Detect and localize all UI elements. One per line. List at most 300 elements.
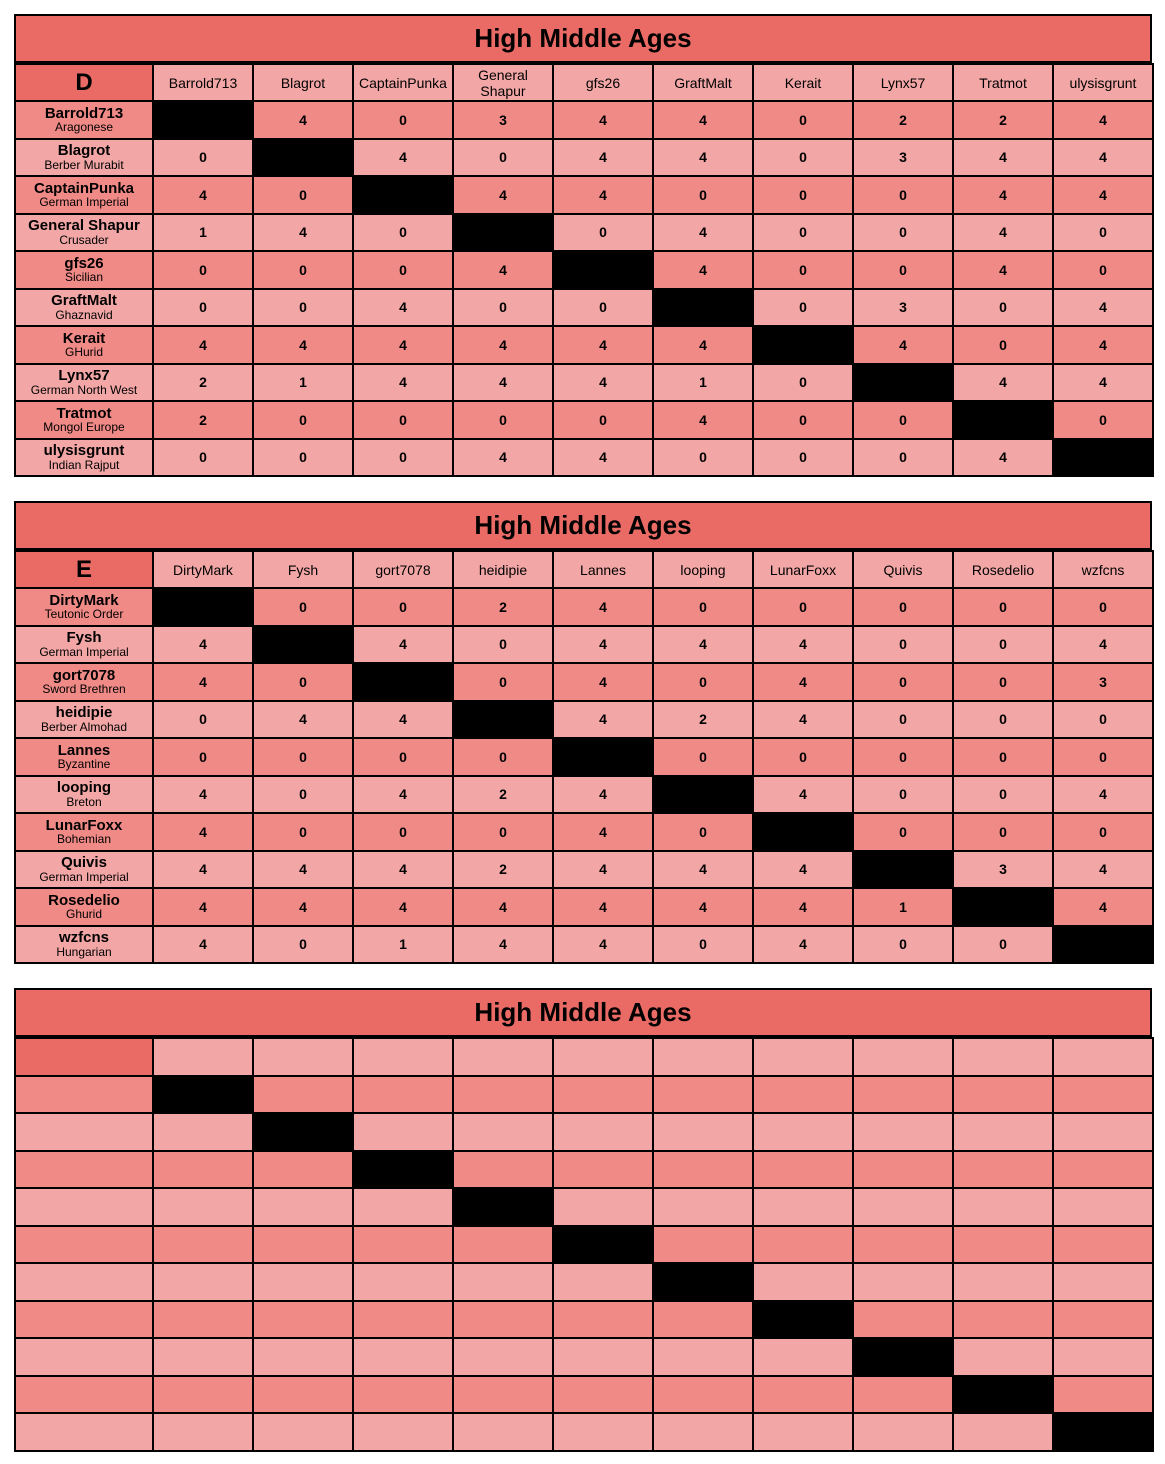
self-match-cell xyxy=(453,701,553,739)
score-cell: 4 xyxy=(653,139,753,177)
score-cell: 0 xyxy=(753,738,853,776)
score-cell: 4 xyxy=(353,851,453,889)
column-header xyxy=(453,1038,553,1076)
player-name: Tratmot xyxy=(56,404,112,422)
score-cell xyxy=(153,1413,253,1451)
player-name: gfs26 xyxy=(64,254,104,272)
score-cell: 4 xyxy=(1053,176,1153,214)
column-header: Lannes xyxy=(553,551,653,588)
player-cell xyxy=(15,101,153,139)
self-match-cell xyxy=(353,1151,453,1189)
score-cell xyxy=(153,1263,253,1301)
self-match-cell xyxy=(453,214,553,252)
results-grid xyxy=(14,1037,1154,1452)
score-cell: 4 xyxy=(953,439,1053,477)
score-cell: 0 xyxy=(253,289,353,327)
score-cell: 4 xyxy=(253,851,353,889)
score-cell: 0 xyxy=(853,439,953,477)
score-cell: 4 xyxy=(553,926,653,964)
score-cell: 0 xyxy=(853,251,953,289)
score-cell: 0 xyxy=(853,701,953,739)
score-cell: 4 xyxy=(153,663,253,701)
score-cell xyxy=(353,1301,453,1339)
score-cell xyxy=(853,1188,953,1226)
score-cell xyxy=(553,1376,653,1414)
score-cell xyxy=(1053,1338,1153,1376)
score-cell xyxy=(553,1113,653,1151)
player-cell xyxy=(15,813,153,851)
column-header: looping xyxy=(653,551,753,588)
column-header xyxy=(853,1038,953,1076)
score-cell: 2 xyxy=(653,701,753,739)
column-header xyxy=(153,1038,253,1076)
score-cell: 4 xyxy=(153,326,253,364)
score-cell: 0 xyxy=(753,289,853,327)
score-cell: 0 xyxy=(753,214,853,252)
self-match-cell xyxy=(253,139,353,177)
group-label: E xyxy=(15,551,153,588)
score-cell: 0 xyxy=(153,701,253,739)
score-cell xyxy=(953,1338,1053,1376)
column-header: ulysisgrunt xyxy=(1053,64,1153,101)
player-cell xyxy=(15,401,153,439)
column-header: DirtyMark xyxy=(153,551,253,588)
score-cell: 4 xyxy=(1053,776,1153,814)
player-cell xyxy=(15,439,153,477)
score-cell: 0 xyxy=(853,401,953,439)
score-cell xyxy=(153,1376,253,1414)
score-cell xyxy=(853,1413,953,1451)
player-civ: German Imperial xyxy=(39,644,129,659)
column-header xyxy=(553,1038,653,1076)
self-match-cell xyxy=(453,1188,553,1226)
score-cell xyxy=(753,1226,853,1264)
self-match-cell xyxy=(1053,926,1153,964)
player-civ: Byzantine xyxy=(57,757,111,772)
score-cell: 0 xyxy=(953,701,1053,739)
score-cell: 4 xyxy=(953,176,1053,214)
score-cell: 0 xyxy=(653,176,753,214)
player-civ: Mongol Europe xyxy=(43,420,125,435)
score-cell xyxy=(653,1413,753,1451)
table-title: High Middle Ages xyxy=(14,14,1152,63)
score-cell: 4 xyxy=(553,101,653,139)
score-cell: 4 xyxy=(753,926,853,964)
score-cell: 4 xyxy=(653,851,753,889)
score-cell: 4 xyxy=(553,813,653,851)
score-cell: 4 xyxy=(353,888,453,926)
score-cell: 4 xyxy=(453,439,553,477)
player-name: wzfcns xyxy=(58,929,109,947)
table-row xyxy=(15,1338,1153,1376)
score-cell: 0 xyxy=(853,663,953,701)
score-cell xyxy=(153,1151,253,1189)
score-cell: 4 xyxy=(1053,289,1153,327)
score-cell: 1 xyxy=(653,364,753,402)
score-cell xyxy=(753,1151,853,1189)
score-cell: 0 xyxy=(853,626,953,664)
score-cell xyxy=(553,1188,653,1226)
player-cell xyxy=(15,364,153,402)
score-cell: 4 xyxy=(1053,101,1153,139)
score-cell: 0 xyxy=(753,139,853,177)
score-cell: 2 xyxy=(453,776,553,814)
score-cell: 0 xyxy=(953,926,1053,964)
score-cell: 4 xyxy=(753,776,853,814)
player-cell xyxy=(15,1413,153,1451)
player-name: CaptainPunka xyxy=(33,179,135,197)
self-match-cell xyxy=(553,1226,653,1264)
score-cell: 0 xyxy=(353,101,453,139)
score-cell: 4 xyxy=(553,851,653,889)
table-title: High Middle Ages xyxy=(14,988,1152,1037)
self-match-cell xyxy=(553,738,653,776)
score-cell: 0 xyxy=(253,401,353,439)
score-cell xyxy=(1053,1376,1153,1414)
player-civ: German Imperial xyxy=(39,869,129,884)
player-name: LunarFoxx xyxy=(45,816,123,834)
score-cell: 0 xyxy=(853,776,953,814)
table-row xyxy=(15,176,1153,214)
score-cell xyxy=(753,1076,853,1114)
score-cell xyxy=(653,1188,753,1226)
player-civ: Sicilian xyxy=(64,270,103,285)
table-row xyxy=(15,1113,1153,1151)
player-cell xyxy=(15,626,153,664)
score-cell: 2 xyxy=(153,364,253,402)
column-header: LunarFoxx xyxy=(753,551,853,588)
player-name: Fysh xyxy=(66,629,102,647)
column-header: Lynx57 xyxy=(853,64,953,101)
score-cell: 4 xyxy=(353,364,453,402)
column-header xyxy=(353,1038,453,1076)
score-cell: 4 xyxy=(253,888,353,926)
score-cell xyxy=(653,1338,753,1376)
player-civ: GHurid xyxy=(64,345,103,360)
column-header: gfs26 xyxy=(553,64,653,101)
score-cell: 0 xyxy=(453,738,553,776)
score-cell: 0 xyxy=(753,176,853,214)
column-header: Fysh xyxy=(253,551,353,588)
self-match-cell xyxy=(653,776,753,814)
score-cell xyxy=(953,1076,1053,1114)
player-civ: Sword Brethren xyxy=(42,682,126,697)
score-cell: 4 xyxy=(853,326,953,364)
score-cell: 4 xyxy=(753,626,853,664)
score-cell: 0 xyxy=(553,289,653,327)
score-cell xyxy=(653,1226,753,1264)
player-name: gort7078 xyxy=(52,666,116,684)
player-cell xyxy=(15,1076,153,1114)
score-cell xyxy=(253,1338,353,1376)
column-header xyxy=(653,1038,753,1076)
score-cell: 4 xyxy=(553,364,653,402)
score-cell: 4 xyxy=(253,101,353,139)
score-cell xyxy=(553,1076,653,1114)
score-cell xyxy=(453,1263,553,1301)
score-cell: 4 xyxy=(153,626,253,664)
score-cell: 4 xyxy=(453,888,553,926)
score-cell xyxy=(453,1151,553,1189)
player-cell xyxy=(15,776,153,814)
score-cell: 4 xyxy=(553,176,653,214)
score-cell xyxy=(553,1413,653,1451)
score-cell: 0 xyxy=(353,214,453,252)
player-cell xyxy=(15,326,153,364)
score-cell: 4 xyxy=(153,888,253,926)
score-cell: 0 xyxy=(553,214,653,252)
score-cell xyxy=(253,1076,353,1114)
player-cell xyxy=(15,1151,153,1189)
score-cell xyxy=(153,1113,253,1151)
score-cell: 0 xyxy=(153,289,253,327)
player-civ: Aragonese xyxy=(54,120,114,135)
player-cell xyxy=(15,738,153,776)
score-cell: 4 xyxy=(653,888,753,926)
score-cell: 0 xyxy=(1053,813,1153,851)
score-cell: 0 xyxy=(353,251,453,289)
score-cell: 3 xyxy=(1053,663,1153,701)
score-cell xyxy=(1053,1301,1153,1339)
self-match-cell xyxy=(153,588,253,626)
score-cell: 4 xyxy=(153,851,253,889)
player-cell xyxy=(15,888,153,926)
player-name: looping xyxy=(56,779,112,797)
score-cell: 0 xyxy=(253,926,353,964)
table-row xyxy=(15,1301,1153,1339)
score-cell: 0 xyxy=(253,776,353,814)
score-cell xyxy=(953,1263,1053,1301)
score-cell xyxy=(453,1376,553,1414)
column-header xyxy=(1053,1038,1153,1076)
score-cell: 4 xyxy=(953,364,1053,402)
score-cell xyxy=(153,1301,253,1339)
score-cell: 0 xyxy=(953,626,1053,664)
score-cell xyxy=(253,1226,353,1264)
score-cell: 4 xyxy=(653,401,753,439)
self-match-cell xyxy=(653,1263,753,1301)
player-civ: Teutonic Order xyxy=(44,607,124,622)
player-name: Kerait xyxy=(62,329,106,347)
score-cell: 4 xyxy=(753,663,853,701)
table-row xyxy=(15,1263,1153,1301)
score-cell: 0 xyxy=(453,401,553,439)
score-cell: 4 xyxy=(553,588,653,626)
score-cell: 4 xyxy=(253,701,353,739)
score-cell: 4 xyxy=(953,214,1053,252)
column-header: Blagrot xyxy=(253,64,353,101)
score-cell: 0 xyxy=(653,813,753,851)
score-cell xyxy=(1053,1226,1153,1264)
score-cell: 0 xyxy=(153,439,253,477)
player-name: Blagrot xyxy=(57,142,111,160)
player-cell xyxy=(15,926,153,964)
score-cell: 0 xyxy=(1053,588,1153,626)
score-cell xyxy=(353,1226,453,1264)
table-row xyxy=(15,326,1153,364)
score-cell: 4 xyxy=(953,139,1053,177)
self-match-cell xyxy=(953,401,1053,439)
score-cell: 0 xyxy=(853,926,953,964)
score-cell: 4 xyxy=(153,176,253,214)
column-header: Tratmot xyxy=(953,64,1053,101)
score-cell xyxy=(553,1263,653,1301)
player-cell xyxy=(15,701,153,739)
score-cell: 4 xyxy=(253,214,353,252)
player-cell xyxy=(15,139,153,177)
table-row xyxy=(15,251,1153,289)
table-row xyxy=(15,776,1153,814)
results-table-empty xyxy=(14,988,1152,1452)
score-cell: 4 xyxy=(253,326,353,364)
table-title: High Middle Ages xyxy=(14,501,1152,550)
score-cell xyxy=(253,1151,353,1189)
score-cell xyxy=(353,1076,453,1114)
player-cell xyxy=(15,851,153,889)
score-cell xyxy=(1053,1076,1153,1114)
score-cell: 4 xyxy=(1053,326,1153,364)
score-cell: 0 xyxy=(653,439,753,477)
score-cell: 4 xyxy=(153,926,253,964)
table-row xyxy=(15,851,1153,889)
score-cell xyxy=(353,1188,453,1226)
score-cell xyxy=(753,1376,853,1414)
table-row xyxy=(15,364,1153,402)
score-cell: 0 xyxy=(453,663,553,701)
score-cell xyxy=(953,1301,1053,1339)
score-cell xyxy=(453,1076,553,1114)
score-cell xyxy=(653,1376,753,1414)
column-header: Barrold713 xyxy=(153,64,253,101)
score-cell: 4 xyxy=(553,139,653,177)
score-cell: 0 xyxy=(953,289,1053,327)
score-cell xyxy=(453,1301,553,1339)
table-row xyxy=(15,663,1153,701)
self-match-cell xyxy=(253,1113,353,1151)
column-header: gort7078 xyxy=(353,551,453,588)
score-cell: 4 xyxy=(653,626,753,664)
score-cell xyxy=(753,1413,853,1451)
table-row xyxy=(15,101,1153,139)
score-cell xyxy=(553,1301,653,1339)
score-cell: 0 xyxy=(853,813,953,851)
score-cell: 0 xyxy=(853,588,953,626)
score-cell xyxy=(753,1338,853,1376)
player-name: Lannes xyxy=(57,741,111,759)
self-match-cell xyxy=(253,626,353,664)
score-cell xyxy=(853,1301,953,1339)
score-cell: 3 xyxy=(853,289,953,327)
table-row xyxy=(15,813,1153,851)
player-cell xyxy=(15,1226,153,1264)
self-match-cell xyxy=(353,176,453,214)
score-cell: 4 xyxy=(653,101,753,139)
score-cell: 4 xyxy=(1053,364,1153,402)
score-cell xyxy=(353,1338,453,1376)
score-cell: 4 xyxy=(553,439,653,477)
score-cell: 2 xyxy=(153,401,253,439)
player-cell xyxy=(15,214,153,252)
player-civ: Indian Rajput xyxy=(48,457,120,472)
table-row xyxy=(15,926,1153,964)
score-cell: 4 xyxy=(453,251,553,289)
player-civ: Berber Murabit xyxy=(44,157,124,172)
player-civ: Ghaznavid xyxy=(55,307,113,322)
table-row xyxy=(15,1076,1153,1114)
score-cell xyxy=(953,1413,1053,1451)
table-row xyxy=(15,139,1153,177)
table-row xyxy=(15,1413,1153,1451)
score-cell xyxy=(753,1113,853,1151)
table-row xyxy=(15,738,1153,776)
score-cell: 4 xyxy=(153,813,253,851)
player-cell xyxy=(15,1376,153,1414)
results-table-d xyxy=(14,14,1152,477)
column-header: heidipie xyxy=(453,551,553,588)
self-match-cell xyxy=(753,1301,853,1339)
score-cell xyxy=(853,1263,953,1301)
player-civ: Hungarian xyxy=(56,944,112,959)
score-cell xyxy=(753,1263,853,1301)
score-cell xyxy=(853,1226,953,1264)
score-cell: 4 xyxy=(353,289,453,327)
score-cell: 0 xyxy=(753,251,853,289)
self-match-cell xyxy=(953,1376,1053,1414)
score-cell xyxy=(853,1076,953,1114)
score-cell xyxy=(653,1113,753,1151)
player-civ: Crusader xyxy=(59,232,109,247)
score-cell xyxy=(653,1076,753,1114)
score-cell: 4 xyxy=(453,364,553,402)
score-cell: 0 xyxy=(953,663,1053,701)
score-cell: 0 xyxy=(253,588,353,626)
score-cell: 4 xyxy=(553,701,653,739)
table-row xyxy=(15,214,1153,252)
score-cell xyxy=(653,1151,753,1189)
table-row xyxy=(15,1151,1153,1189)
player-name: Lynx57 xyxy=(58,367,110,385)
score-cell xyxy=(453,1338,553,1376)
score-cell: 0 xyxy=(353,738,453,776)
table-row xyxy=(15,888,1153,926)
score-cell: 4 xyxy=(553,326,653,364)
player-name: Barrold713 xyxy=(44,104,124,122)
score-cell: 2 xyxy=(953,101,1053,139)
score-cell: 4 xyxy=(153,776,253,814)
score-cell: 4 xyxy=(1053,851,1153,889)
player-cell xyxy=(15,1263,153,1301)
score-cell: 4 xyxy=(1053,888,1153,926)
table-row xyxy=(15,1038,1153,1076)
score-cell: 0 xyxy=(653,663,753,701)
score-cell: 0 xyxy=(353,439,453,477)
score-cell xyxy=(253,1301,353,1339)
score-cell xyxy=(553,1338,653,1376)
score-cell: 4 xyxy=(753,888,853,926)
score-cell: 2 xyxy=(853,101,953,139)
table-row xyxy=(15,626,1153,664)
score-cell: 4 xyxy=(553,626,653,664)
score-cell: 0 xyxy=(353,813,453,851)
score-cell xyxy=(153,1338,253,1376)
self-match-cell xyxy=(853,1338,953,1376)
score-cell: 0 xyxy=(253,251,353,289)
score-cell: 0 xyxy=(353,401,453,439)
score-cell xyxy=(653,1301,753,1339)
self-match-cell xyxy=(153,101,253,139)
player-cell xyxy=(15,176,153,214)
score-cell: 0 xyxy=(253,738,353,776)
